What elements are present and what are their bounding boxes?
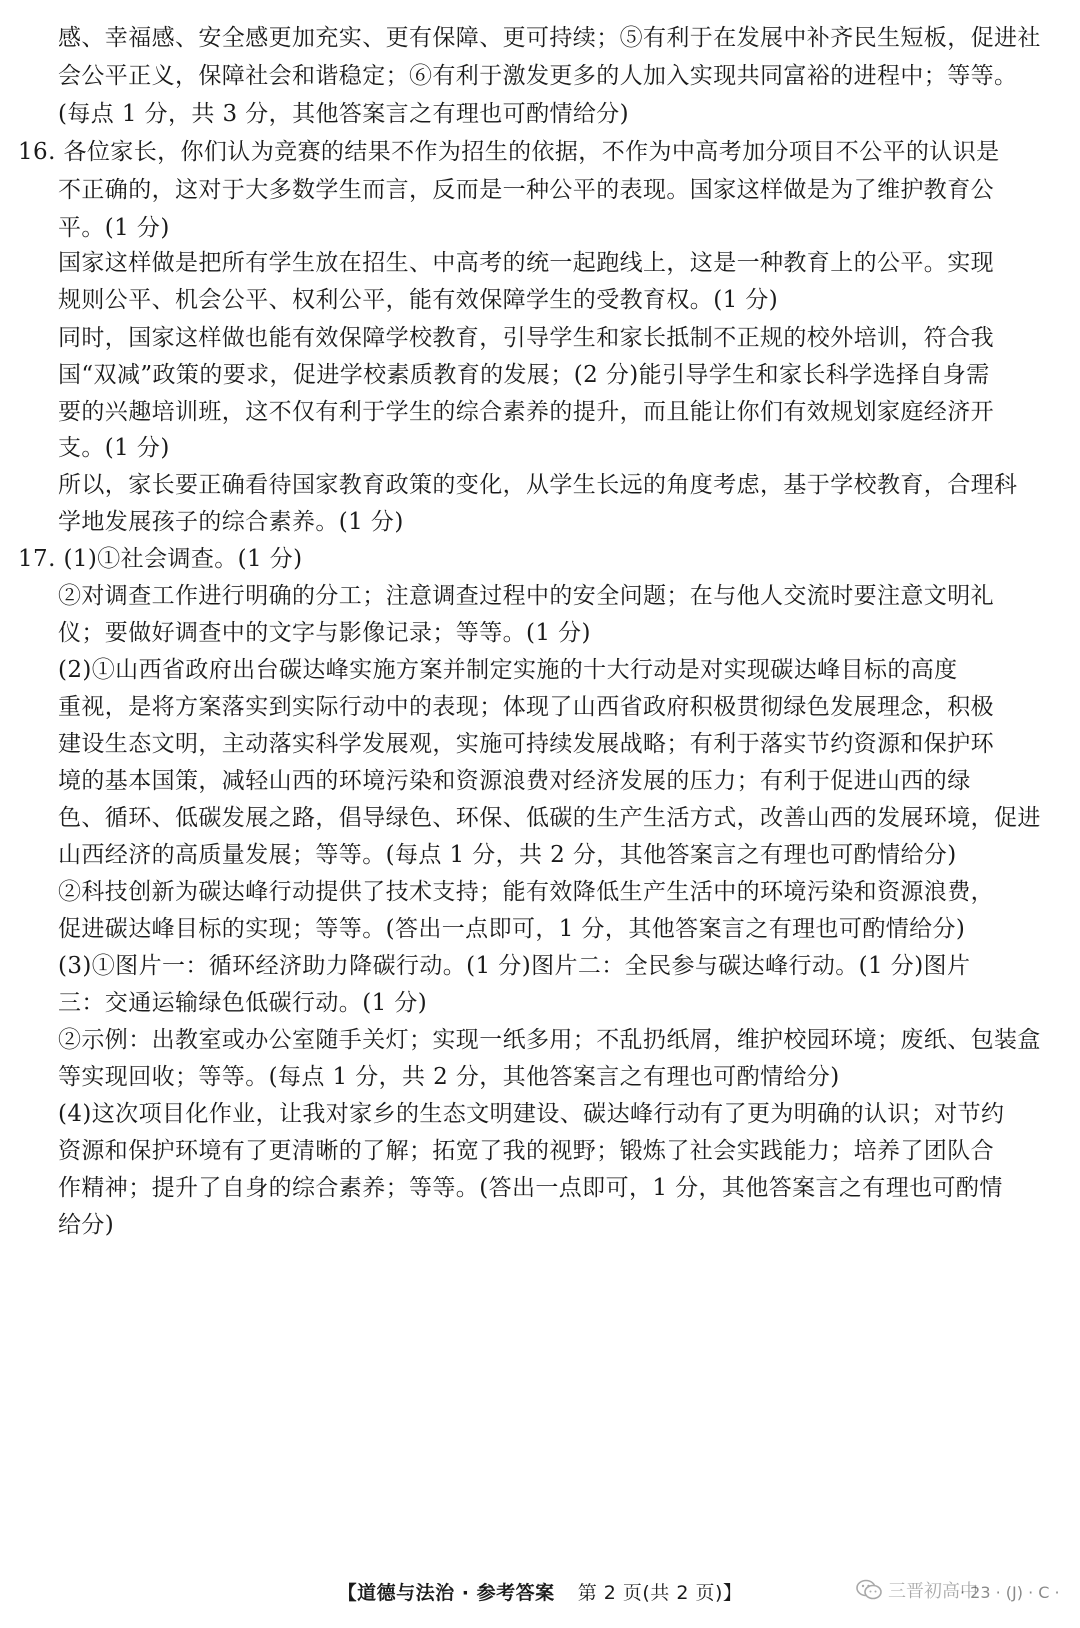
text-line: 所以，家长要正确看待国家教育政策的变化，从学生长远的角度考虑，基于学校教育，合理科 [58,472,1018,498]
question-16-line: 16. 各位家长，你们认为竞赛的结果不作为招生的依据，不作为中高考加分项目不公平的认识是 [18,139,1000,165]
text-line: 国家这样做是把所有学生放在招生、中高考的统一起跑线上，这是一种教育上的公平。实现 [58,250,994,276]
text-line: 给分) [58,1212,115,1238]
text-line: 要的兴趣培训班，这不仅有利于学生的综合素养的提升，而且能让你们有效规划家庭经济开 [58,399,994,425]
text-line: 感、幸福感、安全感更加充实、更有保障、更可持续；⑤有利于在发展中补齐民生短板，促进社 [58,25,1041,51]
text-line: 国“双减”政策的要求，促进学校素质教育的发展；(2 分)能引导学生和家长科学选择自身需 [58,362,990,388]
text-line: 重视，是将方案落实到实际行动中的表现；体现了山西省政府积极贯彻绿色发展理念，积极 [58,694,994,720]
text-line: 资源和保护环境有了更清晰的了解；拓宽了我的视野；锻炼了社会实践能力；培养了团队合 [58,1138,994,1164]
text-line: ②示例：出教室或办公室随手关灯；实现一纸多用；不乱扔纸屑，维护校园环境；废纸、包装盒 [58,1027,1041,1053]
text-line: 山西经济的高质量发展；等等。(每点 1 分，共 2 分，其他答案言之有理也可酌情给分) [58,842,957,868]
text-line: 不正确的，这对于大多数学生而言，反而是一种公平的表现。国家这样做是为了维护教育公 [58,177,994,203]
question-17-line: 17. (1)①社会调查。(1 分) [18,546,303,572]
footer-title: 【道德与法治 · 参考答案 [337,1582,555,1604]
text-line: 境的基本国策，减轻山西的环境污染和资源浪费对经济发展的压力；有利于促进山西的绿 [58,768,971,794]
text-line: (2)①山西省政府出台碳达峰实施方案并制定实施的十大行动是对实现碳达峰目标的高度 [58,657,958,683]
text-line: (每点 1 分，共 3 分，其他答案言之有理也可酌情给分) [58,101,630,127]
footer-page-info: 第 2 页(共 2 页)】 [577,1582,743,1604]
text-line: 建设生态文明，主动落实科学发展观，实施可持续发展战略；有利于落实节约资源和保护环 [58,731,994,757]
text-line: 促进碳达峰目标的实现；等等。(答出一点即可，1 分，其他答案言之有理也可酌情给分) [58,916,966,942]
text-line: 等实现回收；等等。(每点 1 分，共 2 分，其他答案言之有理也可酌情给分) [58,1064,840,1090]
text-line: 会公平正义，保障社会和谐稳定；⑥有利于激发更多的人加入实现共同富裕的进程中；等等。 [58,63,1018,89]
text-line: (4)这次项目化作业，让我对家乡的生态文明建设、碳达峰行动有了更为明确的认识；对节约 [58,1101,1005,1127]
text-line: ②对调查工作进行明确的分工；注意调查过程中的安全问题；在与他人交流时要注意文明礼 [58,583,994,609]
text-line: 规则公平、机会公平、权利公平，能有效保障学生的受教育权。(1 分) [58,287,779,313]
wechat-icon [856,1579,882,1601]
text-line: 作精神；提升了自身的综合素养；等等。(答出一点即可，1 分，其他答案言之有理也可酌情 [58,1175,1003,1201]
watermark-text: 三晋初高中 [888,1581,978,1602]
text-line: 仪；要做好调查中的文字与影像记录；等等。(1 分) [58,620,591,646]
text-line: 三：交通运输绿色低碳行动。(1 分) [58,990,428,1016]
text-line: 学地发展孩子的综合素养。(1 分) [58,509,404,535]
page-code: · 23 · (J) · C · [960,1583,1060,1602]
text-line: 同时，国家这样做也能有效保障学校教育，引导学生和家长抵制不正规的校外培训，符合我 [58,325,994,351]
text-line: 平。(1 分) [58,215,170,241]
text-line: 色、循环、低碳发展之路，倡导绿色、环保、低碳的生产生活方式，改善山西的发展环境，促进 [58,805,1041,831]
text-line: ②科技创新为碳达峰行动提供了技术支持；能有效降低生产生活中的环境污染和资源浪费， [58,879,994,905]
text-line: 支。(1 分) [58,435,170,461]
text-line: (3)①图片一：循环经济助力降碳行动。(1 分)图片二：全民参与碳达峰行动。(1 分)图片 [58,953,971,979]
